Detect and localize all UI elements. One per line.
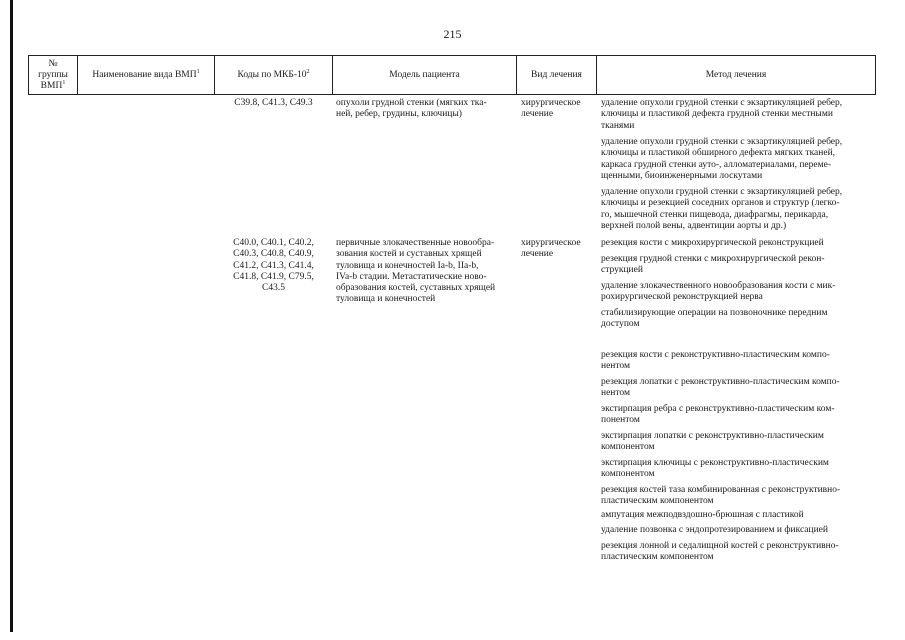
header-top-rule — [28, 55, 876, 56]
group2-patient-model: первичные злокачественные новообра- зования костей и суставных хрящей туловища и конечностей Ia-b, IIa-b, IVa-b стадии. Метастатические ново- образования костей, суставных хрящей туловища и конечностей — [336, 238, 496, 305]
header-bottom-rule — [28, 94, 876, 95]
header-patient-model — [333, 57, 516, 93]
header-group-number-line2: группы — [38, 69, 68, 80]
group2-method-12: удаление позвонка с эндопротезированием и фиксацией — [601, 525, 828, 535]
header-icd-codes-text: Коды по МКБ-10 — [237, 69, 307, 80]
group2-method-6: резекция лопатки с реконструктивно-пластическим компо- нентом — [601, 377, 840, 399]
header-group-number-footnote: 1 — [62, 79, 66, 86]
header-name-footnote: 1 — [196, 68, 200, 75]
group2-method-2: резекция грудной стенки с микрохирургической рекон- струкцией — [601, 254, 825, 276]
group2-method-10: резекция костей таза комбинированная с реконструктивно- пластическим компонентом — [601, 485, 841, 507]
group1-method-1: удаление опухоли грудной стенки с экзартикуляцией ребер, ключицы и пластикой дефекта грудной стенки местными тканями — [601, 98, 843, 131]
header-treatment-method-text: Метод лечения — [705, 69, 767, 80]
group2-method-4: стабилизирующие операции на позвоночнике передним доступом — [601, 308, 828, 330]
group1-treatment-type: хирургическое лечение — [521, 98, 581, 120]
header-group-number — [29, 57, 77, 93]
group1-method-3: удаление опухоли грудной стенки с экзартикуляцией ребер, ключицы и резекцией соседних органов и структур (легко- го, мышечной стенки пищевода, диафрагмы, перикарда, верхней полой вены, адвентиции аорты и др.) — [601, 187, 843, 231]
header-treatment-method — [597, 57, 875, 93]
group2-method-7: экстирпация ребра с реконструктивно-пластическим ком- понентом — [601, 404, 835, 426]
group1-method-2: удаление опухоли грудной стенки с экзартикуляцией ребер, ключицы и пластикой обширного дефекта мягких тканей, каркаса грудной стенки ауто-, алломатериалами, переме- щенными, биоинженерными лоскутами — [601, 137, 843, 181]
group2-method-9: экстирпация ключицы с реконструктивно-пластическим компонентом — [601, 458, 829, 480]
header-group-number-line3: ВМП — [40, 80, 63, 91]
header-icd-codes-footnote: 2 — [306, 68, 310, 75]
page-binding-bar — [10, 0, 13, 632]
header-patient-model-text: Модель пациента — [389, 69, 460, 80]
group2-method-1: резекция кости с микрохирургической реконструкцией — [601, 238, 824, 248]
group2-method-13: резекция лонной и седалищной костей с реконструктивно- пластическим компонентом — [601, 541, 839, 563]
header-name — [78, 57, 214, 93]
header-name-text: Наименование вида ВМП — [92, 69, 197, 80]
page-number: 215 — [443, 27, 462, 41]
group2-treatment-type: хирургическое лечение — [521, 238, 581, 260]
header-icd-codes — [215, 57, 332, 93]
header-treatment-type — [517, 57, 596, 93]
group1-patient-model: опухоли грудной стенки (мягких тка- ней, ребер, грудины, ключицы) — [336, 98, 487, 120]
header-divider-7 — [875, 55, 876, 95]
group2-method-8: экстирпация лопатки с реконструктивно-пластическим компонентом — [601, 431, 824, 453]
header-group-number-line1: № — [48, 58, 58, 69]
group2-method-3: удаление злокачественного новообразования кости с мик- рохирургической реконструкцией нерва — [601, 281, 836, 303]
header-treatment-type-text: Вид лечения — [531, 69, 582, 80]
group1-icd-codes: C39.8, C41.3, C49.3 — [234, 98, 313, 108]
group2-icd-codes: C40.0, C40.1, C40.2, C40.3, C40.8, C40.9, C41.2, C41.3, C41.4, C41.8, C41.9, C79.5, C43.5 — [233, 238, 314, 294]
group2-method-11: ампутация межподвздошно-брюшная с пластикой — [601, 510, 804, 520]
group2-method-5: резекция кости с реконструктивно-пластическим компо- нентом — [601, 350, 830, 372]
